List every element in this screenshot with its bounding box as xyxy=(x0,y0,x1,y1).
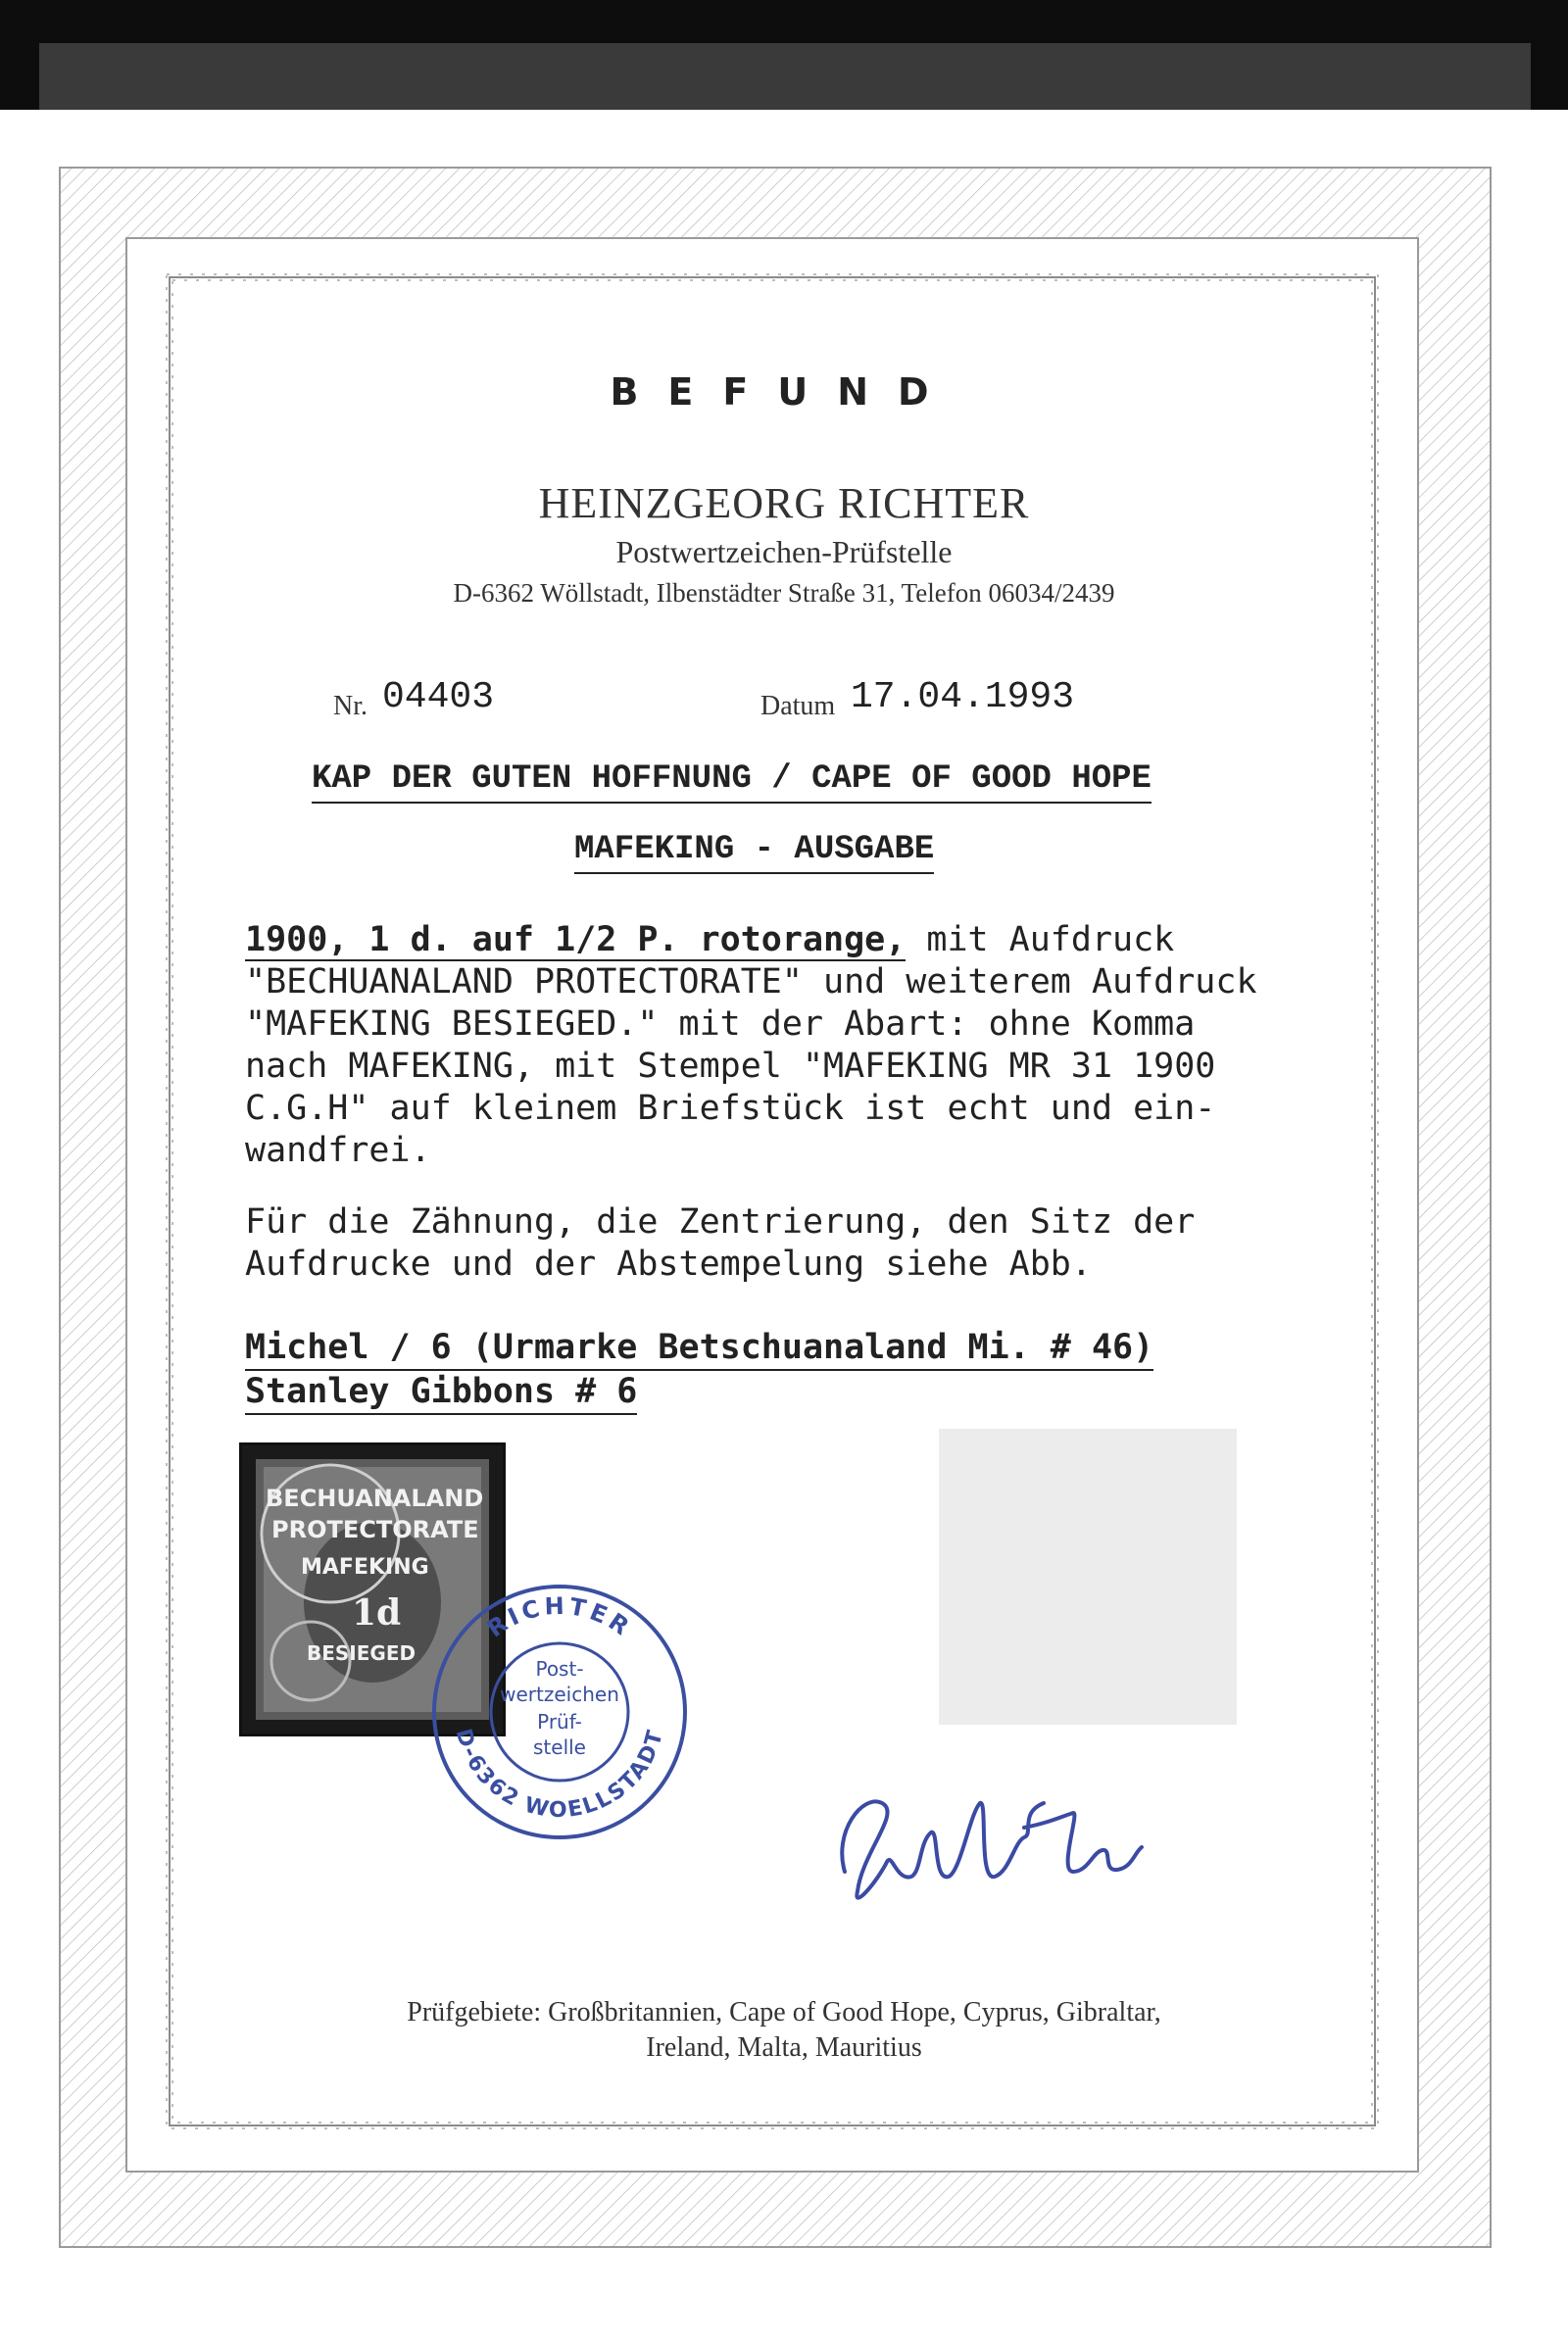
certificate-date: 17.04.1993 xyxy=(851,676,1075,718)
examiner-signature xyxy=(823,1774,1156,1921)
catalog-michel: Michel / 6 (Urmarke Betschuanaland Mi. # 46) xyxy=(245,1327,1153,1371)
top-inner-band xyxy=(39,43,1531,110)
overprint-bechuanaland: BECHUANALAND xyxy=(266,1485,484,1512)
issue-heading: MAFEKING - AUSGABE xyxy=(574,831,934,874)
examiner-role: Postwertzeichen-Prüfstelle xyxy=(615,534,953,569)
seal-center-line: Post- xyxy=(535,1657,584,1681)
description-first-line xyxy=(245,919,1257,961)
note-block xyxy=(245,1201,1195,1286)
description-block xyxy=(245,919,1257,1172)
footer-line-1: Prüfgebiete: Großbritannien, Cape of Good Hope, Cyprus, Gibraltar, xyxy=(407,1997,1161,2027)
note-line: Für die Zähnung, die Zentrierung, den Sitz der xyxy=(245,1202,1196,1242)
overprint-mafeking: MAFEKING xyxy=(301,1555,429,1580)
description-lead: 1900, 1 d. auf 1/2 P. rotorange, xyxy=(245,920,906,959)
overprint-besieged: BESIEGED xyxy=(307,1641,416,1665)
examiner-address: D-6362 Wöllstadt, Ilbenstädter Straße 31, Telefon 06034/2439 xyxy=(453,578,1115,608)
description-line: "MAFEKING BESIEGED." mit der Abart: ohne Komma xyxy=(245,1004,1196,1044)
top-dark-band xyxy=(0,0,1568,110)
description-line: "BECHUANALAND PROTECTORATE" und weiterem Aufdruck xyxy=(245,962,1257,1002)
examiner-seal xyxy=(427,1580,692,1844)
country-heading: KAP DER GUTEN HOFFNUNG / CAPE OF GOOD HOPE xyxy=(312,760,1152,804)
certificate-title: BEFUND xyxy=(610,370,958,414)
description-line: nach MAFEKING, mit Stempel "MAFEKING MR 31 1900 xyxy=(245,1047,1216,1086)
description-line: wandfrei. xyxy=(245,1131,431,1170)
seal-center-line: Prüf- xyxy=(537,1710,582,1734)
catalog-block xyxy=(245,1327,1153,1415)
footer-line-2: Ireland, Malta, Mauritius xyxy=(646,2032,922,2063)
nr-label: Nr. xyxy=(333,691,368,721)
certificate-number: 04403 xyxy=(382,676,495,718)
overprint-protectorate: PROTECTORATE xyxy=(271,1516,479,1543)
catalog-sg: Stanley Gibbons # 6 xyxy=(245,1371,637,1415)
description-line: C.G.H" auf kleinem Briefstück ist echt und ein- xyxy=(245,1089,1216,1128)
photo-placeholder xyxy=(939,1429,1237,1725)
datum-label: Datum xyxy=(760,691,836,721)
note-line: Aufdrucke und der Abstempelung siehe Abb. xyxy=(245,1245,1092,1284)
seal-top-text: RICHTER xyxy=(481,1591,638,1643)
examiner-name: HEINZGEORG RICHTER xyxy=(538,479,1030,527)
seal-bottom-text: D-6362 WOELLSTADT xyxy=(450,1726,669,1824)
seal-center-line: wertzeichen xyxy=(500,1683,619,1706)
description-line: mit Aufdruck xyxy=(906,920,1175,959)
overprint-value: 1d xyxy=(352,1592,402,1634)
seal-center-line: stelle xyxy=(533,1735,586,1759)
